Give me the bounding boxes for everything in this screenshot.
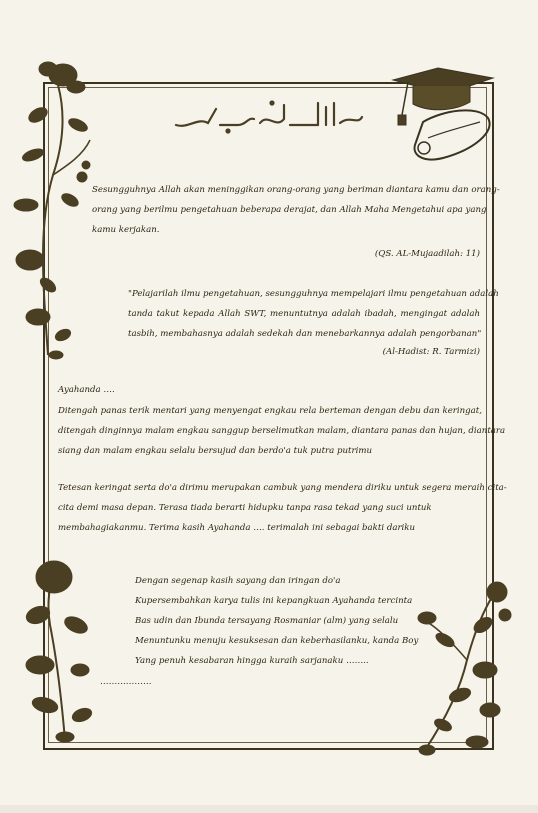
quran-source: (QS. AL-Mujaadilah: 11) [374,249,480,259]
closing-line: Dengan segenap kasih sayang dan iringan do'a [135,576,341,586]
graduation-cap-diploma-icon [388,60,498,165]
closing-line: Kupersembahkan karya tulis ini kepangkuan Ayahanda tercinta [135,596,413,606]
hadith-line: tanda takut kepada Allah SWT, menuntutnya adalah ibadah, mengingat adalah [128,309,480,319]
hadith-line: "Pelajarilah ilmu pengetahuan, sesungguhnya mempelajari ilmu pengetahuan adalah [128,289,499,299]
scan-edge [0,805,538,813]
closing-line: Yang penuh kesabaran hingga kuraih sarjanaku …….. [135,656,369,666]
greeting: Ayahanda …. [58,385,115,395]
floral-corner-icon [8,55,98,365]
paragraph-line: Ditengah panas terik mentari yang menyengat engkau rela berteman dengan debu dan keringat, [58,406,482,416]
quran-verse [92,180,500,240]
closing-line: Menuntunku menuju kesuksesan dan keberhasilanku, kanda Boy [135,636,419,646]
bismillah-calligraphy [168,95,368,135]
closing-dots: ……………… [100,677,152,687]
paragraph-line: membahagiakanmu. Terima kasih Ayahanda …. terimalah ini sebagai bakti dariku [58,523,416,533]
dedication-paragraph-1 [58,401,506,461]
paragraph-line: cita demi masa depan. Terasa tiada berarti hidupku tanpa rasa tekad yang suci untuk [58,503,432,513]
quran-line: kamu kerjakan. [92,225,160,235]
hadith-quote [128,284,499,344]
floral-corner-icon [405,570,515,760]
closing-dedication [135,571,435,671]
closing-line: Bas udin dan Ibunda tersayang Rosmaniar (alm) yang selalu [135,616,399,626]
paragraph-line: ditengah dinginnya malam engkau sanggup berselimutkan malam, diantara panas dan hujan, diantara [58,426,506,436]
paragraph-line: Tetesan keringat serta do'a dirimu merupakan cambuk yang mendera diriku untuk segera meraih cita- [58,483,507,493]
quran-line: orang yang berilmu pengetahuan beberapa derajat, dan Allah Maha Mengetahui apa yang [92,205,487,215]
hadith-source: (Al-Hadist: R. Tarmizi) [382,347,480,357]
paragraph-line: siang dan malam engkau selalu bersujud dan berdo'a tuk putra putrimu [58,446,373,456]
floral-corner-icon [10,555,105,745]
dedication-paragraph-2 [58,478,507,538]
hadith-line: tasbih, membahasnya adalah sedekah dan menebarkannya adalah pengorbanan" [128,329,482,339]
quran-line: Sesungguhnya Allah akan meninggikan orang-orang yang beriman diantara kamu dan orang- [92,185,500,195]
